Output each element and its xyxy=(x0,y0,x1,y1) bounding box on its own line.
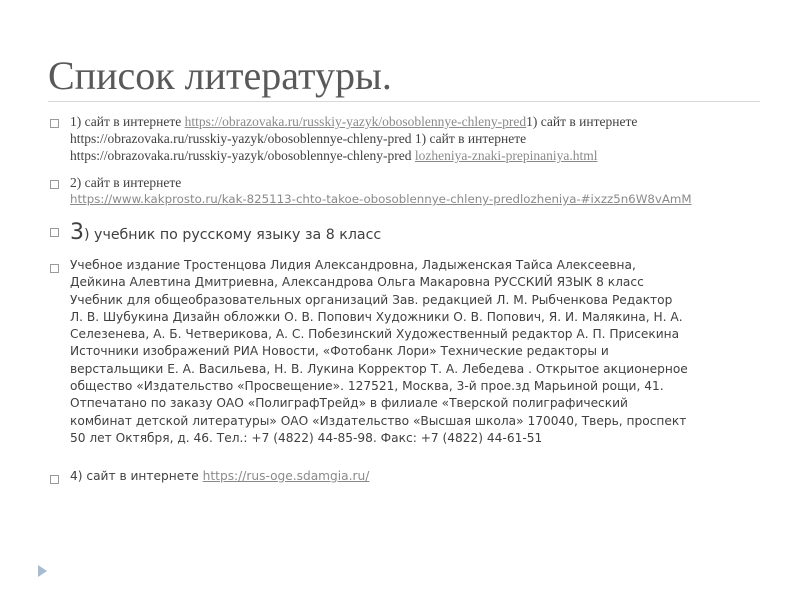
list-item-line: https://obrazovaka.ru/russkiy-yazyk/obosoblennye-chleny-pred lozheniya-znaki-prepinaniya.html xyxy=(70,148,598,163)
page-title: Список литературы. xyxy=(48,53,392,98)
square-bullet-icon xyxy=(50,228,59,237)
link-sdamgia[interactable]: https://rus-oge.sdamgia.ru/ xyxy=(202,469,370,483)
list-item-line: Источники изображений РИА Новости, «Фотобанк Лори» Технические редакторы и xyxy=(70,344,609,359)
list-item-line: Учебник для общеобразовательных организаций Зав. редакцией Л. М. Рыбченкова Редактор xyxy=(70,292,673,307)
title-divider xyxy=(48,101,760,102)
link-obrazovaka-1[interactable]: https://obrazovaka.ru/russkiy-yazyk/obosoblennye-chleny-pred xyxy=(184,114,527,129)
list-item xyxy=(70,174,770,208)
square-bullet-icon xyxy=(50,180,59,189)
item-number: 3 xyxy=(70,220,84,245)
list-item xyxy=(70,257,770,447)
list-item-line: верстальщики Е. А. Васильева, Н. В. Лукина Корректор Т. А. Лебедева . Открытое акционерное xyxy=(70,361,688,376)
square-bullet-icon xyxy=(50,264,59,273)
square-bullet-icon xyxy=(50,119,59,128)
square-bullet-icon xyxy=(50,475,59,484)
list-item-line: 1) сайт в интернете https://obrazovaka.ru/russkiy-yazyk/obosoblennye-chleny-pred1) сайт в интернете xyxy=(70,114,638,129)
list-item-line: Отпечатано по заказу ОАО «ПолиграфТрейд» в филиале «Тверской полиграфический xyxy=(70,396,628,411)
list-item-line: Селезенева, А. Б. Четверикова, А. С. Побезинский Художественный редактор А. П. Присекина xyxy=(70,327,680,342)
list-item: 4) сайт в интернете https://rus-oge.sdamgia.ru/ xyxy=(70,469,370,483)
link-obrazovaka-2[interactable]: lozheniya-znaki-prepinaniya.html xyxy=(414,148,598,163)
list-item-line: Л. В. Шубукина Дизайн обложки О. В. Попович Художники О. В. Попович, Я. И. Малякина, Н. А. xyxy=(70,309,683,324)
list-item-line: https://obrazovaka.ru/russkiy-yazyk/obosoblennye-chleny-pred 1) сайт в интернете xyxy=(70,131,527,146)
list-item-text: 2) сайт в интернете xyxy=(70,175,182,190)
list-item-line: 50 лет Октября, д. 46. Тел.: +7 (4822) 44-85-98. Факс: +7 (4822) 44-61-51 xyxy=(70,430,543,445)
link-kakprosto[interactable]: https://www.kakprosto.ru/kak-825113-chto-takoe-obosoblennye-chleny-predlozheniya-#ixzz5n6W8vAmM xyxy=(70,192,692,206)
list-item-line: комбинат детской литературы» ОАО «Издательство «Высшая школа» 170040, Тверь, проспект xyxy=(70,413,687,428)
list-item-line: Дейкина Алевтина Дмитриевна, Александрова Ольга Макаровна РУССКИЙ ЯЗЫК 8 класс xyxy=(70,275,644,290)
triangle-corner-icon xyxy=(38,565,47,577)
list-item xyxy=(70,113,770,164)
list-item-line: общество «Издательство «Просвещение». 127521, Москва, 3-й прое.зд Марьиной рощи, 41. xyxy=(70,379,664,394)
list-item-line: Учебное издание Тростенцова Лидия Александровна, Ладыженская Тайса Алексеевна, xyxy=(70,258,636,272)
list-item-heading: 3) учебник по русскому языку за 8 класс xyxy=(70,220,382,245)
